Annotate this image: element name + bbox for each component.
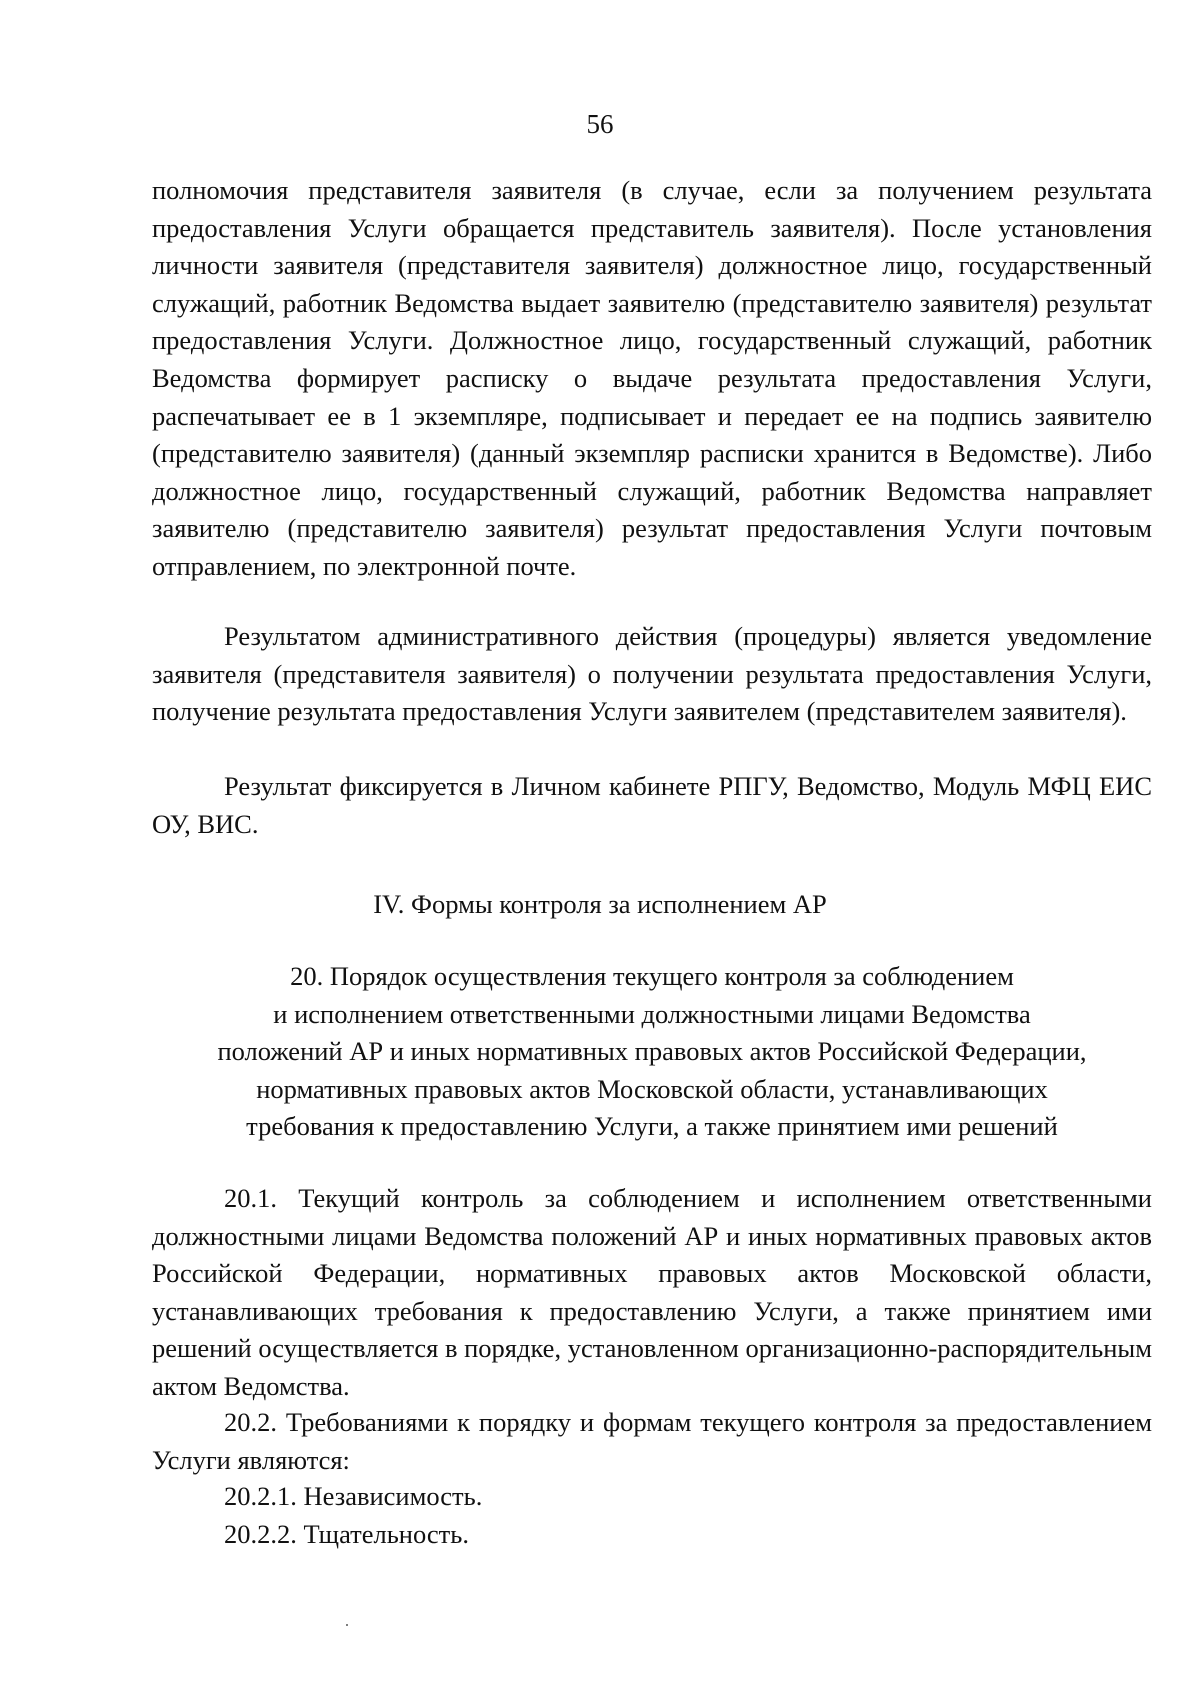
scan-speck	[346, 1624, 348, 1626]
subsection-heading-line: 20. Порядок осуществления текущего контроля за соблюдением	[290, 961, 1014, 991]
paragraph-text: Результат фиксируется в Личном кабинете РПГУ, Ведомство, Модуль МФЦ ЕИС ОУ, ВИС.	[152, 771, 1152, 839]
subsection-heading	[152, 958, 1152, 1146]
paragraph-result-action	[152, 618, 1152, 731]
paragraph-text: полномочия представителя заявителя (в случае, если за получением результата предоставления Услуги обращается представитель заявителя). После установления личности заявителя (представителя заявителя) должностное лицо, государственный служащий, работник Ведомства выдает заявителю (представителю заявителя) результат предоставления Услуги. Должностное лицо, государственный служащий, работник Ведомства формирует расписку о выдаче результата предоставления Услуги, распечатывает ее в 1 экземпляре, подписывает и передает ее на подпись заявителю (представителю заявителя) (данный экземпляр расписки хранится в Ведомстве). Либо должностное лицо, государственный служащий, работник Ведомства направляет заявителю (представителю заявителя) результат предоставления Услуги почтовым отправлением, по электронной почте.	[152, 175, 1152, 581]
item-text: 20.1. Текущий контроль за соблюдением и исполнением ответственными должностными лицами Ведомства положений АР и иных нормативных правовых актов Российской Федерации, нормативных правовых актов Московской области, устанавливающих требования к предоставлению Услуги, а также принятием ими решений осуществляется в порядке, установленном организационно-распорядительным актом Ведомства.	[152, 1183, 1152, 1401]
paragraph-result-recorded	[152, 768, 1152, 843]
subsection-heading-line: и исполнением ответственными должностными лицами Ведомства	[273, 998, 1031, 1029]
page-number: 56	[586, 109, 614, 139]
subsection-heading-line: нормативных правовых актов Московской области, устанавливающих	[256, 1073, 1048, 1104]
item-20-2	[152, 1404, 1152, 1479]
paragraph-text: Результатом административного действия (процедуры) является уведомление заявителя (представителя заявителя) о получении результата предоставления Услуги, получение результата предоставления Услуги заявителем (представителем заявителя).	[152, 621, 1152, 727]
paragraph-continued	[152, 172, 1152, 586]
subsection-heading-line: положений АР и иных нормативных правовых актов Российской Федерации,	[217, 1036, 1087, 1067]
item-text: 20.2. Требованиями к порядку и формам текущего контроля за предоставлением Услуги являются:	[152, 1407, 1152, 1475]
section-heading: IV. Формы контроля за исполнением АР	[373, 889, 827, 919]
item-20-2-2	[152, 1516, 1152, 1554]
item-text: 20.2.1. Независимость.	[224, 1481, 483, 1511]
subsection-heading-line: требования к предоставлению Услуги, а также принятием ими решений	[246, 1111, 1058, 1142]
item-20-2-1	[152, 1478, 1152, 1516]
item-20-1	[152, 1180, 1152, 1406]
item-text: 20.2.2. Тщательность.	[224, 1519, 469, 1549]
